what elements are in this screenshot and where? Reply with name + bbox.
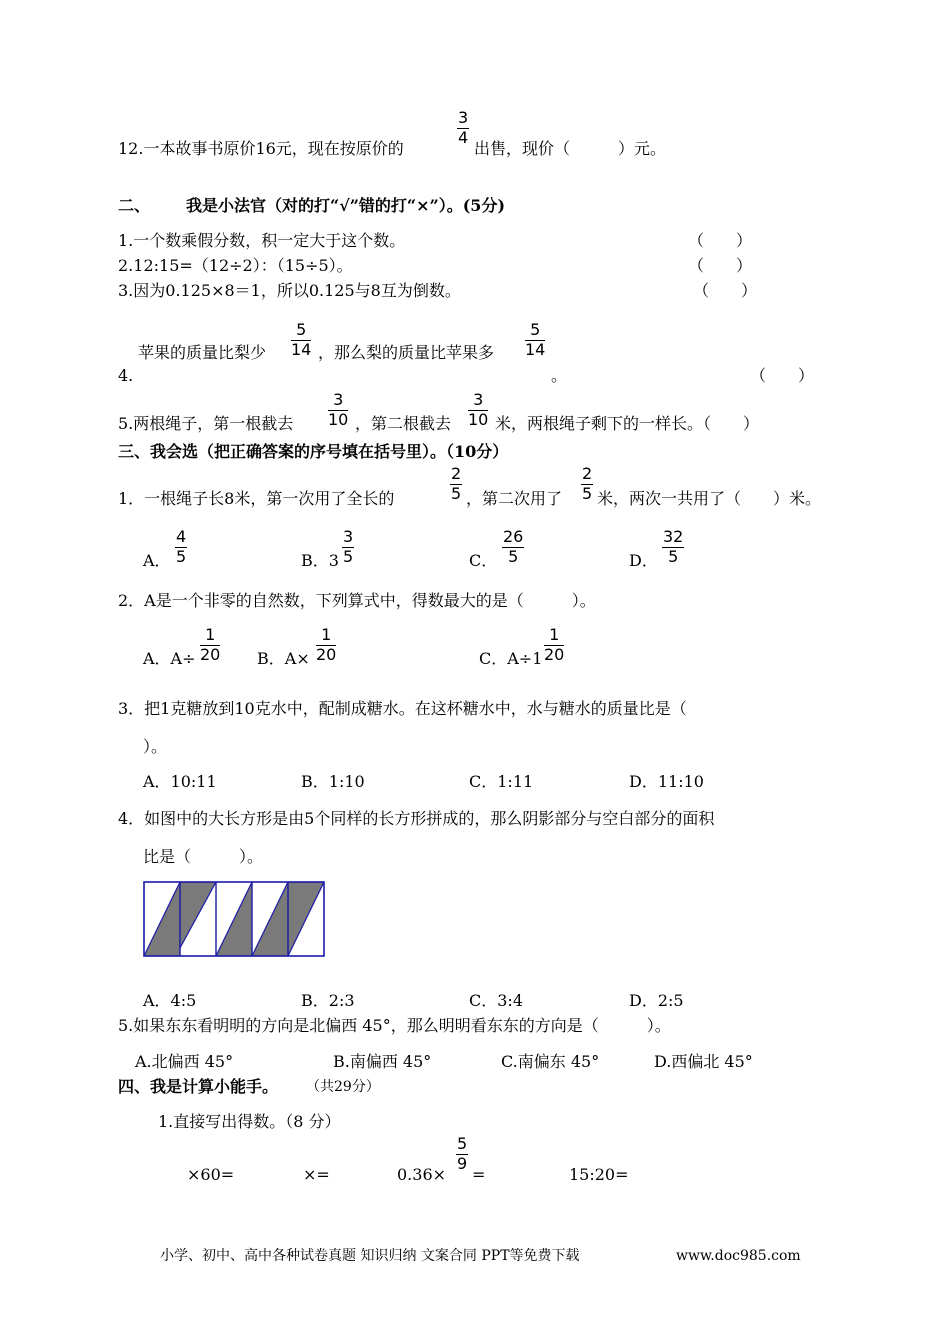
s3-q5-option-a: A.北偏西 45°: [135, 1052, 234, 1071]
s3-q1-frac2: $\frac{2}{5}$: [582, 464, 593, 503]
section4-score: （共29分）: [306, 1079, 380, 1095]
s3-q1-option-c: C．: [469, 551, 498, 570]
s3-q4-option-b: B．2:3: [301, 991, 355, 1010]
s3-q4-option-a: A．4:5: [143, 991, 197, 1010]
s2-item4-paren: （ ）: [750, 366, 815, 385]
rectangles-figure: [140, 878, 330, 960]
section4-sub1: 1.直接写出得数。（8 分）: [158, 1112, 341, 1131]
s2-item4-dot: 。: [551, 366, 568, 385]
s3-q4-line1: 4．如图中的大长方形是由5个同样的长方形拼成的，那么阴影部分与空白部分的面积: [118, 809, 715, 828]
s2-item5-frac2: $\frac{3}{10}$: [468, 390, 489, 429]
s2-item1-paren: （ ）: [688, 231, 753, 250]
s3-q3-option-a: A．10:11: [143, 772, 217, 791]
s3-q1-option-c-frac: $\frac{26}{5}$: [503, 527, 524, 566]
s3-q1-a: 1．一根绳子长8米，第一次用了全长的: [118, 489, 395, 508]
s2-item4-frac1: $\frac{5}{14}$: [291, 320, 312, 359]
s3-q1-b: ，第二次用了: [466, 489, 563, 508]
q12-fraction: $\frac{3}{4}$: [458, 108, 469, 147]
s3-q1-option-a: A．: [143, 551, 171, 570]
calc-3-frac: $\frac{5}{9}$: [457, 1134, 468, 1173]
s3-q1-option-b-frac: $\frac{3}{5}$: [343, 527, 354, 566]
calc-3-b: =: [472, 1165, 486, 1184]
s2-item4-number: 4.: [118, 366, 134, 385]
s3-q1-option-a-frac: $\frac{4}{5}$: [176, 527, 187, 566]
s3-q5-option-d: D.西偏北 45°: [654, 1052, 753, 1071]
s2-item5-c: 米，两根绳子剩下的一样长。（ ）: [495, 414, 760, 433]
s3-q1-option-d: D．: [629, 551, 658, 570]
s3-q1-option-d-frac: $\frac{32}{5}$: [663, 527, 684, 566]
s3-q4-line2: 比是（ ）。: [143, 847, 264, 866]
s3-q1-option-b: B．3: [301, 551, 339, 570]
footer-url[interactable]: www.doc985.com: [676, 1248, 801, 1264]
s3-q2-text: 2．A是一个非零的自然数，下列算式中，得数最大的是（ ）。: [118, 591, 596, 610]
q12-text: 12.一本故事书原价16元，现在按原价的: [118, 139, 404, 158]
s3-q4-option-c: C．3:4: [469, 991, 523, 1010]
calc-1: ×60=: [187, 1165, 235, 1184]
s3-q2-option-a: A．A÷: [143, 649, 196, 668]
footer-text: 小学、初中、高中各种试卷真题 知识归纳 文案合同 PPT等免费下载: [160, 1248, 580, 1264]
q12-after: 出售，现价（ ）元。: [474, 139, 667, 158]
s3-q1-c: 米，两次一共用了（ ）米。: [597, 489, 822, 508]
s2-item4-frac2: $\frac{5}{14}$: [525, 320, 546, 359]
s2-item3-paren: （ ）: [693, 281, 758, 300]
s2-item3: 3.因为0.125×8＝1，所以0.125与8互为倒数。: [118, 281, 461, 300]
s3-q3-option-b: B．1:10: [301, 772, 365, 791]
s3-q3-option-c: C．1:11: [469, 772, 534, 791]
s2-item2: 2.12:15=（12÷2）：（15÷5）。: [118, 256, 353, 275]
calc-3-a: 0.36×: [397, 1165, 447, 1184]
s2-item5-a: 5.两根绳子，第一根截去: [118, 414, 294, 433]
s3-q4-option-d: D．2:5: [629, 991, 684, 1010]
s3-q3-option-d: D．11:10: [629, 772, 704, 791]
s3-q2-option-c: C．A÷1: [479, 649, 543, 668]
s3-q2-option-b: B．A×: [257, 649, 310, 668]
s3-q5-option-c: C.南偏东 45°: [501, 1052, 600, 1071]
s3-q5-text: 5.如果东东看明明的方向是北偏西 45°，那么明明看东东的方向是（ ）。: [118, 1016, 671, 1035]
s3-q2-option-b-frac: $\frac{1}{20}$: [316, 625, 337, 664]
section2-number: 二、: [118, 196, 151, 215]
s3-q5-option-b: B.南偏西 45°: [333, 1052, 432, 1071]
calc-4: 15:20=: [569, 1165, 629, 1184]
s3-q3-line1: 3．把1克糖放到10克水中，配制成糖水。在这杯糖水中，水与糖水的质量比是（: [118, 699, 687, 718]
calc-2: ×=: [303, 1165, 330, 1184]
s3-q3-line2: ）。: [143, 737, 168, 756]
s2-item4-b: ，那么梨的质量比苹果多: [318, 343, 495, 362]
section2-title: 我是小法官（对的打“√”错的打“×”）。(5分): [186, 196, 506, 215]
s2-item5-b: ，第二根截去: [355, 414, 452, 433]
section3-title: 三、我会选（把正确答案的序号填在括号里）。（10分）: [118, 442, 509, 461]
s2-item5-frac1: $\frac{3}{10}$: [328, 390, 349, 429]
section4-title: 四、我是计算小能手。: [118, 1077, 279, 1096]
s3-q2-option-a-frac: $\frac{1}{20}$: [200, 625, 221, 664]
s2-item1: 1.一个数乘假分数，积一定大于这个数。: [118, 231, 406, 250]
s3-q2-option-c-frac: $\frac{1}{20}$: [544, 625, 565, 664]
s2-item4-a: 苹果的质量比梨少: [138, 343, 267, 362]
s2-item2-paren: （ ）: [688, 256, 753, 275]
s3-q1-frac1: $\frac{2}{5}$: [451, 464, 462, 503]
